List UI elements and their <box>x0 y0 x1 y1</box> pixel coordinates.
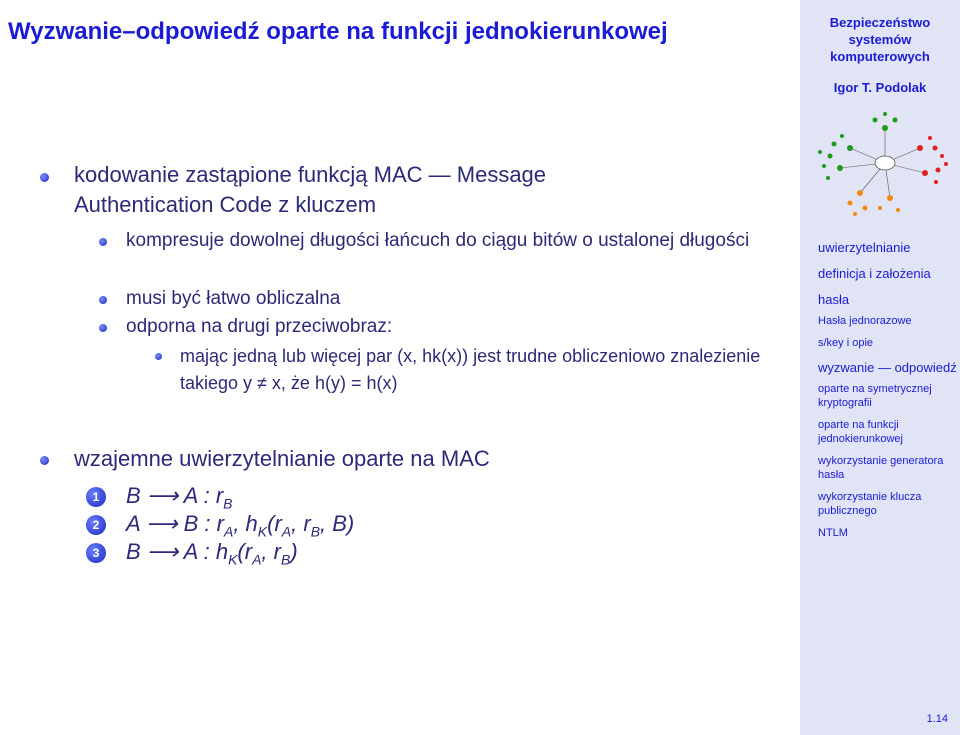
protocol-step-3: B ⟶ A : $h_K(r_A$, $r_B$) <box>126 539 298 568</box>
author: Igor T. Podolak <box>833 80 927 95</box>
protocol-step-2: A ⟶ B : $r_A$, $h_K(r_A$, $r_B$, B) <box>126 511 355 540</box>
bullet-icon <box>155 353 162 360</box>
bullet-icon <box>99 238 107 246</box>
bullet-mutual-auth: wzajemne uwierzytelnianie oparte na MAC <box>74 446 490 471</box>
nav-section-wyzwanie[interactable]: wyzwanie — odpowiedź <box>818 360 957 375</box>
network-logo-icon <box>810 108 952 223</box>
bullet-icon <box>40 456 49 465</box>
bullet-mac: kodowanie zastąpione funkcją MAC — Message Authentication Code z kluczem <box>74 162 547 217</box>
page-number: 1.14 <box>926 713 948 725</box>
nav-sub-symetryczna[interactable]: oparte na symetrycznej kryptografii <box>818 383 932 409</box>
sub-sub-bullet-pairs: mając jedną lub więcej par (x, hk(x)) jest trudne obliczeniowo znalezienie takiego y ≠ x, że h(y) = h(x) <box>180 346 761 393</box>
protocol-step-1: B ⟶ A : $r_B$ <box>126 483 233 512</box>
slide-title: Wyzwanie–odpowiedź oparte na funkcji jednokierunkowej <box>8 18 668 45</box>
nav-sub-generator-hasla[interactable]: wykorzystanie generatora hasła <box>818 455 944 481</box>
step-number-2: 2 <box>86 515 106 535</box>
sidebar-nav <box>818 240 958 548</box>
nav-sub-hasla-jednorazowe[interactable]: Hasła jednorazowe <box>818 315 912 327</box>
nav-section-uwierzytelnianie[interactable]: uwierzytelnianie <box>818 240 911 255</box>
sidebar <box>800 0 960 735</box>
step-number-1: 1 <box>86 487 106 507</box>
nav-sub-klucz-publiczny[interactable]: wykorzystanie klucza publicznego <box>818 491 922 517</box>
course-title: Bezpieczeństwo systemów komputerowych <box>829 15 931 64</box>
sub-bullet-easy: musi być łatwo obliczalna <box>126 288 341 309</box>
nav-section-definicja[interactable]: definicja i założenia <box>818 266 931 281</box>
bullet-icon <box>99 296 107 304</box>
bullet-icon <box>40 173 49 182</box>
sub-bullet-compress: kompresuje dowolnej długości łańcuch do ciągu bitów o ustalonej długości <box>126 230 750 251</box>
step-number-3: 3 <box>86 543 106 563</box>
sub-bullet-resistant: odporna na drugi przeciwobraz: <box>126 316 393 337</box>
nav-sub-funkcja-jednokierunkowa[interactable]: oparte na funkcji jednokierunkowej <box>818 419 903 445</box>
nav-sub-ntlm[interactable]: NTLM <box>818 527 848 539</box>
bullet-icon <box>99 324 107 332</box>
nav-sub-skey-opie[interactable]: s/key i opie <box>818 337 874 349</box>
nav-section-hasla[interactable]: hasła <box>818 292 850 307</box>
